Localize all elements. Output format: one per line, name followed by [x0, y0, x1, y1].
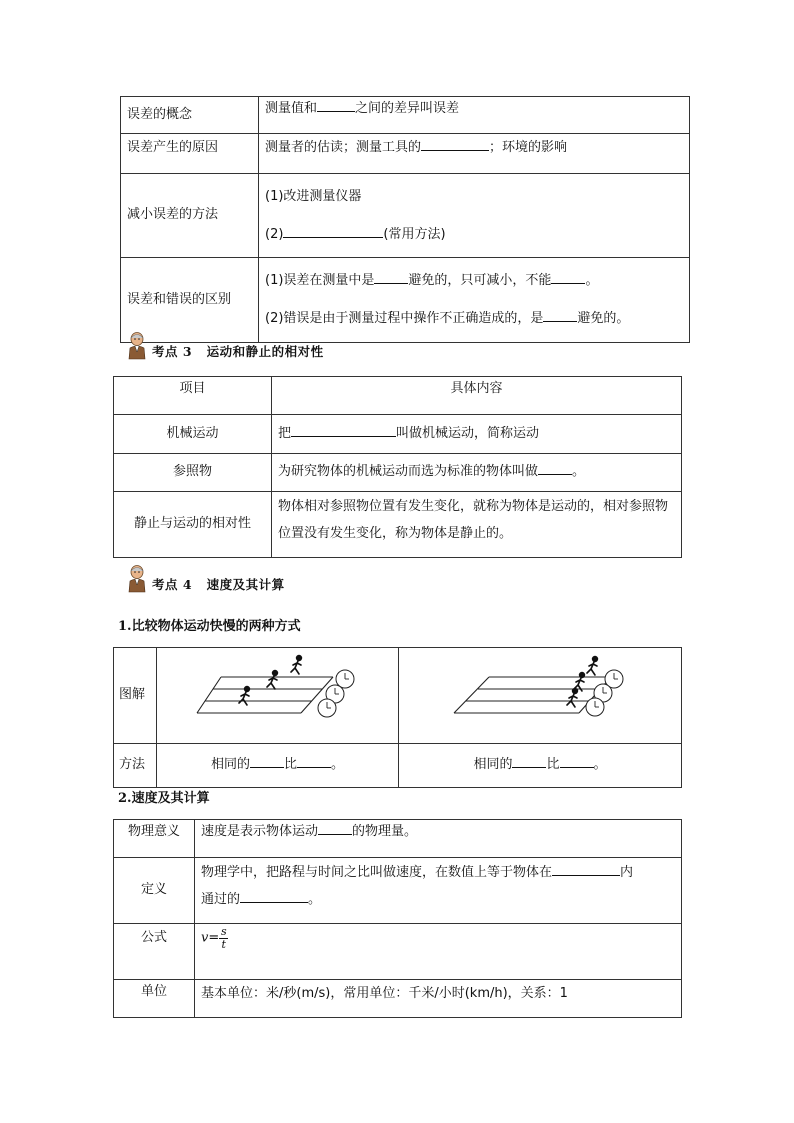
table-row [121, 97, 690, 134]
fill-blank [551, 271, 585, 284]
section-title [152, 575, 285, 593]
row-label: 误差产生的原因 [121, 134, 259, 174]
text: 物理学中，把路程与时间之比叫做速度，在数值上等于物体在 [201, 865, 553, 880]
text: 。 [585, 273, 599, 289]
text: 相同的 [473, 756, 513, 772]
section-title [152, 342, 324, 360]
text [265, 216, 683, 254]
subsection-title: 1.比较物体运动快慢的两种方式 [118, 619, 301, 634]
row-label: 误差和错误的区别 [121, 258, 259, 342]
text: (1)改进测量仪器 [265, 189, 362, 204]
section-text: 运动和静止的相对性 [206, 344, 324, 359]
text: ；环境的影响 [489, 140, 568, 155]
text [265, 300, 683, 338]
row-label: 误差的概念 [121, 97, 259, 134]
text: 速度是表示物体运动 [201, 824, 319, 839]
formula-equals: = [208, 930, 220, 946]
runner-icon [239, 656, 301, 705]
row-label: 静止与运动的相对性 [114, 492, 272, 558]
text: 叫做机械运动，简称运动 [396, 425, 540, 441]
row-label: 定义 [114, 858, 195, 924]
text: 比 [283, 756, 297, 772]
row-content: 物体相对参照物位置有发生变化，就称为物体是运动的，相对参照物位置没有发生变化，称为物体是静止的。 [272, 492, 682, 558]
table-row [114, 648, 682, 744]
text [265, 262, 683, 300]
row-label: 参照物 [114, 454, 272, 492]
column-header: 项目 [114, 377, 272, 415]
text: 之间的差异叫误差 [355, 101, 460, 116]
fill-blank [512, 755, 546, 768]
subsection-title: 2.速度及其计算 [118, 791, 210, 806]
fill-blank [291, 424, 396, 437]
text: 测量值和 [265, 101, 318, 116]
formula [195, 924, 682, 980]
row-content: 基本单位：米/秒(m/s)，常用单位：千米/小时(km/h)，关系：1 [195, 980, 682, 1018]
table-row [114, 820, 682, 858]
speed-table [113, 819, 682, 1018]
table-row [121, 134, 690, 174]
motion-table [113, 376, 682, 558]
text [201, 860, 675, 887]
section-number: 考点 4 [152, 577, 193, 592]
denominator: t [221, 937, 226, 951]
text: 测量者的估读；测量工具的 [265, 140, 422, 155]
row-label: 单位 [114, 980, 195, 1018]
fill-blank [538, 462, 572, 475]
kaodian3-heading [126, 330, 324, 360]
fill-blank [250, 755, 284, 768]
table-row [114, 743, 682, 787]
fill-blank [318, 822, 352, 835]
text: 相同的 [210, 756, 250, 772]
teacher-icon [126, 565, 148, 593]
row-content [259, 174, 690, 258]
track-diagram-same-time [157, 648, 398, 735]
text: 通过的 [201, 891, 241, 907]
text: 。 [308, 891, 322, 907]
formula-fraction [219, 926, 228, 950]
section-number: 考点 3 [152, 344, 193, 359]
numerator: s [220, 925, 227, 938]
text: (2)错误是由于测量过程中操作不正确造成的，是 [265, 311, 544, 327]
fill-blank [374, 271, 408, 284]
text: 。 [331, 756, 345, 772]
fill-blank [543, 309, 577, 322]
error-table [120, 96, 690, 343]
formula-variable: v [201, 930, 209, 946]
teacher-icon [126, 332, 148, 360]
row-label: 物理意义 [114, 820, 195, 858]
table-row [114, 980, 682, 1018]
column-header: 具体内容 [272, 377, 682, 415]
row-content [272, 415, 682, 454]
row-label: 公式 [114, 924, 195, 980]
table-row [114, 415, 682, 454]
text: 的物理量。 [352, 824, 418, 839]
fill-blank [240, 890, 308, 903]
method-cell [157, 743, 399, 787]
text: (1)误差在测量中是 [265, 273, 375, 289]
compare-table [113, 647, 682, 788]
text: 避免的，只可减小，不能 [408, 273, 552, 289]
row-label: 图解 [114, 648, 157, 744]
row-content [195, 858, 682, 924]
row-content [259, 97, 690, 134]
method-cell [399, 743, 682, 787]
text: 避免的。 [577, 311, 630, 327]
section-text: 速度及其计算 [206, 577, 285, 592]
fill-blank [560, 755, 594, 768]
text [201, 887, 675, 914]
row-content [272, 454, 682, 492]
row-label: 方法 [114, 743, 157, 787]
text: 。 [572, 464, 586, 480]
diagram-same-distance [399, 648, 682, 744]
fill-blank [552, 863, 620, 876]
diagram-same-time [157, 648, 399, 744]
text: 比 [546, 756, 560, 772]
table-row [114, 492, 682, 558]
text: 把 [278, 425, 292, 441]
table-row [114, 454, 682, 492]
fill-blank [421, 138, 489, 151]
text: (2) [265, 226, 284, 242]
text: 为研究物体的机械运动而选为标准的物体叫做 [278, 464, 539, 480]
table-row [114, 858, 682, 924]
row-label: 机械运动 [114, 415, 272, 454]
row-content [195, 820, 682, 858]
fill-blank [283, 225, 383, 238]
text: (常用方法) [383, 226, 446, 242]
text: 内 [620, 865, 634, 880]
table-header-row [114, 377, 682, 415]
row-content [259, 134, 690, 174]
table-row [114, 924, 682, 980]
table-row [121, 174, 690, 258]
text: 。 [593, 756, 607, 772]
track-diagram-same-distance [399, 648, 681, 735]
kaodian4-heading [126, 563, 285, 593]
row-label: 减小误差的方法 [121, 174, 259, 258]
fill-blank [297, 755, 331, 768]
fill-blank [317, 99, 355, 112]
